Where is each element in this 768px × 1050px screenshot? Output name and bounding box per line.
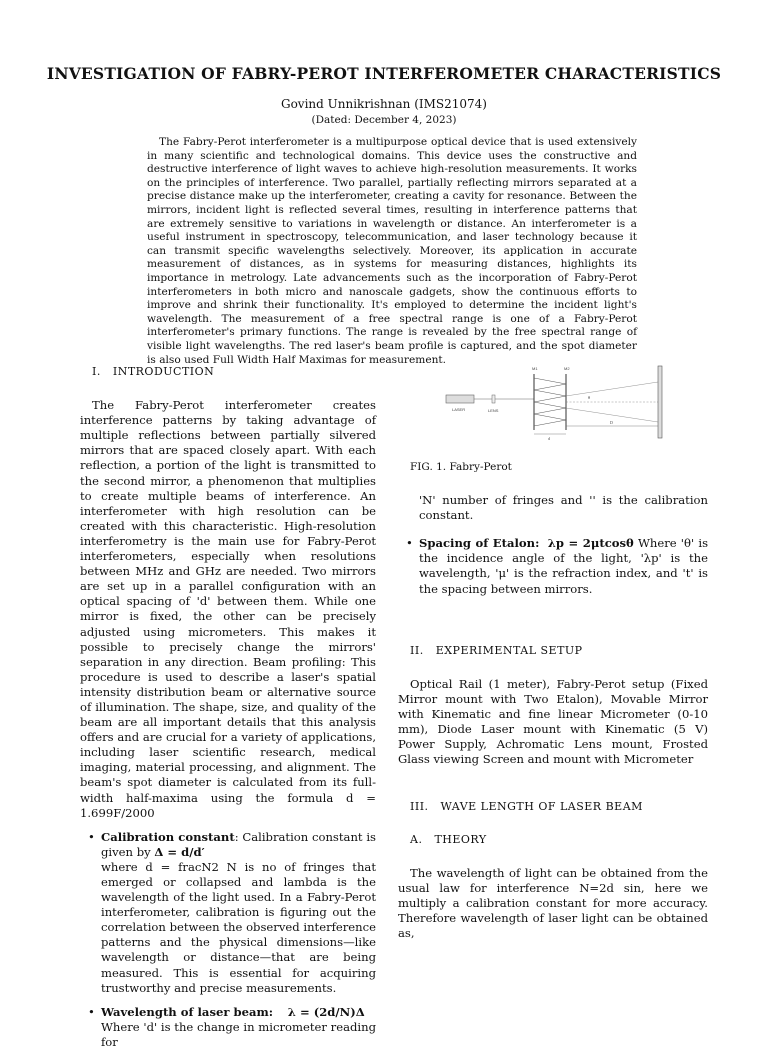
bullet-pre: Calibration constant is given by xyxy=(101,829,376,859)
bullet-spacing-of-etalon xyxy=(398,536,708,596)
definition-list-right xyxy=(398,536,708,596)
theta-label: θ xyxy=(588,395,591,400)
mirror-m1-label: M1 xyxy=(532,366,538,371)
viewing-screen xyxy=(658,366,662,438)
definition-list xyxy=(80,830,376,1050)
continued-text: 'N' number of fringes and '' is the calibration constant. xyxy=(419,493,708,523)
bullet-text: Where 'θ' is the incidence angle of the light, 'λp' is the wavelength, 'μ' is the refraction index, and 't' is the spacing between mirrors. xyxy=(419,536,709,596)
left-column xyxy=(80,364,376,1050)
multiple-reflections xyxy=(534,378,566,426)
section-number: III. xyxy=(410,800,429,814)
lens-shape xyxy=(492,395,495,403)
fabry-perot-diagram xyxy=(438,362,668,442)
lens-label: LENS xyxy=(488,408,499,413)
subsection-title: THEORY xyxy=(434,833,487,847)
subsection-theory-heading xyxy=(398,832,708,847)
section-number: I. xyxy=(92,365,101,378)
dimension-big-d-label: D xyxy=(610,420,613,425)
mirror-m2-label: M2 xyxy=(564,366,570,371)
paper-title: INVESTIGATION OF FABRY-PEROT INTERFEROMETER CHARACTERISTICS xyxy=(46,64,722,83)
bullet-formula: λp = 2μtcosθ xyxy=(547,536,634,551)
bullet-text: Where 'd' is the change in micrometer reading for xyxy=(101,1019,376,1049)
bullet-separator: : xyxy=(234,829,243,844)
dimension-d-label: d xyxy=(548,436,550,441)
bullet-calibration-constant xyxy=(80,830,376,996)
section-introduction-heading xyxy=(80,364,376,379)
laser-box xyxy=(446,395,474,403)
bullet-wavelength xyxy=(80,1005,376,1050)
section-title: INTRODUCTION xyxy=(112,365,215,378)
section-title: WAVE LENGTH OF LASER BEAM xyxy=(440,800,643,814)
laser-label: LASER xyxy=(452,407,466,412)
bullet-label: Calibration constant xyxy=(101,829,235,844)
bullet-formula: Δ = d/d′ xyxy=(154,844,205,859)
section-wavelength-heading xyxy=(398,799,708,814)
ray-upper xyxy=(566,382,658,396)
section-title: EXPERIMENTAL SETUP xyxy=(435,643,583,657)
figure-caption: FIG. 1. Fabry-Perot xyxy=(410,461,512,473)
abstract: The Fabry-Perot interferometer is a multipurpose optical device that is used extensively in many scientific and technological domains. This device uses the constructive and destructive interference of light waves to achieve high-resolution measurements. It works on the principles of interference. Two parallel, partially reflecting mirrors separated at a precise distance make up the interferometer, creating a cavity for resonance. Between the mirrors, incident light is reflected several times, resulting in interference patterns that are extremely sensitive to variations in wavelength or distance. An interferometer is a useful instrument in spectroscopy, telecommunication, and laser technology because it can transmit specific wavelengths selectively. Moreover, its application in accurate measurement of distances, as in systems for measuring distances, highlights its importance in metrology. Late advancements such as the incorporation of Fabry-Perot interferometers in both micro and nanoscale gadgets, show the continuous efforts to improve and shrink their functionality. It's employed to determine the incident light's wavelength. The measurement of a free spectral range is one of a Fabry-Perot interferometer's primary functions. The range is revealed by the free spectral range of visible light wavelengths. The red laser's beam profile is captured, and the spot diameter is also used Full Width Half Maximas for measurement. xyxy=(147,136,637,366)
bullet-label: Spacing of Etalon: xyxy=(419,536,540,551)
author-line: Govind Unnikrishnan (IMS21074) xyxy=(280,97,487,111)
bullet-text: where d = fracN2 N is no of fringes that emerged or collapsed and lambda is the wavelength of the light used. In a Fabry-Perot interferometer, calibration is figuring out the correlation between the observed interference patterns and the physical dimensions—like wavelength or distance—that are being measured. This is essential for acquiring trustworthy and precise measurements. xyxy=(101,859,376,995)
section-experimental-setup-heading xyxy=(398,643,708,658)
introduction-paragraph: The Fabry-Perot interferometer creates interference patterns by taking advantage of multiple reflections between partially silvered mirrors that are spaced closely apart. With each reflection, a portion of the light is transmitted to the second mirror, a phenomenon that multiplies to create multiple beams of interference. An interferometer with high resolution can be created with this characteristic. High-resolution interferometry is the main use for Fabry-Perot interferometers, especially when resolutions between MHz and GHz are needed. Two mirrors are set up in a parallel configuration with an optical spacing of 'd' between them. While one mirror is fixed, the other can be precisely adjusted using micrometers. This makes it possible to precisely change the mirrors' separation in any direction. Beam profiling: This procedure is used to describe a laser's spatial intensity distribution beam or alternative source of illumination. The shape, size, and quality of the beam are all important details that this analysis offers and are crucial for a variety of applications, including laser scientific research, medical imaging, material processing, and alignment. The beam's spot diameter is calculated from its full-width half-maxima using the formula d = 1.699F/2000 xyxy=(80,398,376,820)
experimental-setup-paragraph: Optical Rail (1 meter), Fabry-Perot setup (Fixed Mirror mount with Two Etalon), Movable Mirror with Kinematic and fine linear Micrometer (0-10 mm), Diode Laser mount with Kinematic (5 V) Power Supply, Achromatic Lens mount, Frosted Glass viewing Screen and mount with Micrometer xyxy=(398,676,708,767)
dated-line: (Dated: December 4, 2023) xyxy=(311,114,457,126)
right-column xyxy=(398,362,708,941)
bullet-label: Wavelength of laser beam: xyxy=(101,1004,274,1019)
subsection-number: A. xyxy=(410,833,423,847)
bullet-formula: λ = (2d/N)Δ xyxy=(287,1004,365,1019)
section-number: II. xyxy=(410,643,424,657)
figure-fabry-perot xyxy=(398,362,708,444)
theory-paragraph: The wavelength of light can be obtained from the usual law for interference N=2d sin, here we multiply a calibration constant for more accuracy. Therefore wavelength of laser light can be obtained as, xyxy=(398,865,708,940)
